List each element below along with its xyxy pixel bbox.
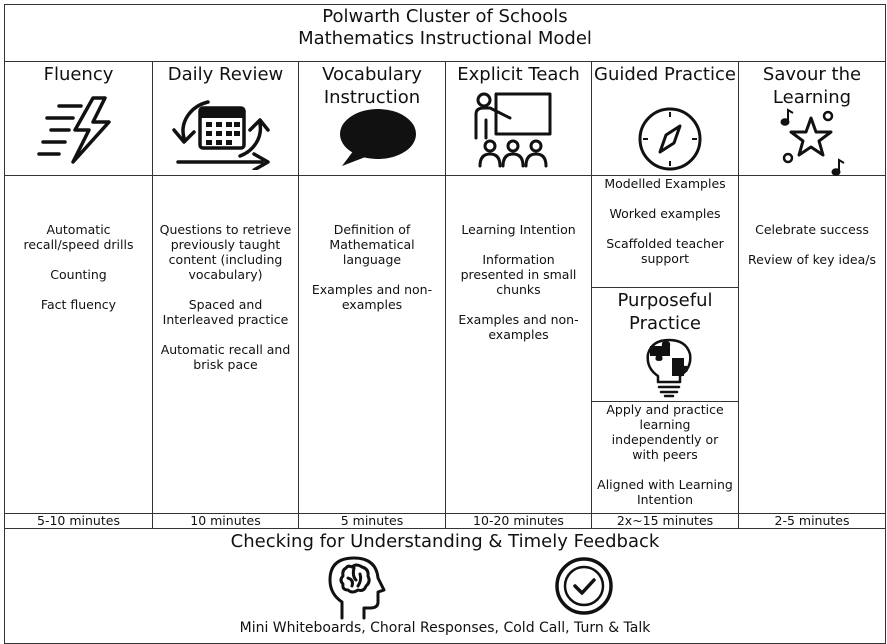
compass-icon (636, 106, 704, 172)
savour-item: Review of key idea/s (748, 252, 876, 267)
guided-practice-time: 2x~15 minutes (616, 513, 714, 528)
purposeful-practice-item: Apply and practice learning independently or with peers (606, 402, 724, 462)
heading-savour-the-learning: Savour the Learning (762, 64, 862, 108)
vocabulary-item: Examples and non-examples (311, 282, 433, 312)
fluency-item: Automatic recall/speed drills (23, 222, 134, 252)
column-divider-2 (298, 61, 299, 528)
heading-explicit-teach: Explicit Teach (457, 64, 580, 85)
guided-practice-content (597, 176, 733, 281)
calendar-cycle-icon (170, 94, 274, 170)
heading-purposeful-practice: Purposeful Practice (617, 290, 713, 334)
daily-review-time: 10 minutes (190, 513, 261, 528)
vocabulary-content (309, 222, 435, 327)
savour-content (744, 222, 880, 282)
savour-time: 2-5 minutes (774, 513, 850, 528)
teacher-board-icon (472, 90, 554, 170)
purposeful-practice-content (597, 402, 733, 522)
guided-practice-item: Worked examples (609, 206, 721, 221)
fluency-item: Fact fluency (40, 297, 117, 312)
vocabulary-time: 5 minutes (340, 513, 404, 528)
speech-bubble-icon (334, 106, 418, 168)
heading-fluency: Fluency (43, 64, 114, 85)
feedback-strategies: Mini Whiteboards, Choral Responses, Cold Call, Turn & Talk (239, 620, 651, 636)
checking-divider (5, 528, 885, 529)
checking-title: Checking for Understanding & Timely Feedback (230, 531, 660, 552)
lightning-speed-icon (37, 94, 119, 166)
explicit-teach-item: Information presented in small chunks (460, 252, 577, 297)
title-line-1: Polwarth Cluster of Schools (322, 6, 568, 27)
daily-review-content (158, 222, 293, 387)
guided-practice-item: Modelled Examples (604, 176, 726, 191)
heading-daily-review: Daily Review (167, 64, 284, 85)
page-title (5, 6, 885, 50)
guided-practice-item: Scaffolded teacher support (606, 236, 724, 266)
vocabulary-item: Definition of Mathematical language (329, 222, 415, 267)
explicit-teach-item: Learning Intention (461, 222, 576, 237)
brain-head-icon (326, 554, 388, 620)
daily-review-item: Questions to retrieve previously taught content (including vocabulary) (159, 222, 292, 282)
fluency-content (15, 222, 142, 327)
column-divider-1 (152, 61, 153, 528)
fluency-item: Counting (50, 267, 107, 282)
explicit-teach-time: 10-20 minutes (473, 513, 564, 528)
heading-vocabulary-instruction: Vocabulary Instruction (322, 64, 422, 108)
star-music-icon (778, 104, 848, 176)
fluency-time: 5-10 minutes (37, 513, 120, 528)
column-divider-3 (445, 61, 446, 528)
savour-item: Celebrate success (755, 222, 869, 237)
purposeful-practice-item: Aligned with Learning Intention (597, 477, 733, 507)
explicit-teach-item: Examples and non-examples (458, 312, 579, 342)
column-divider-5 (738, 61, 739, 528)
lightbulb-puzzle-icon (642, 336, 696, 398)
check-circle-icon (554, 556, 614, 616)
purposeful-top-divider (591, 287, 738, 288)
title-line-2: Mathematics Instructional Model (298, 28, 592, 49)
daily-review-item: Automatic recall and brisk pace (160, 342, 291, 372)
daily-review-item: Spaced and Interleaved practice (162, 297, 289, 327)
explicit-teach-content (451, 222, 586, 357)
heading-guided-practice: Guided Practice (594, 64, 736, 85)
